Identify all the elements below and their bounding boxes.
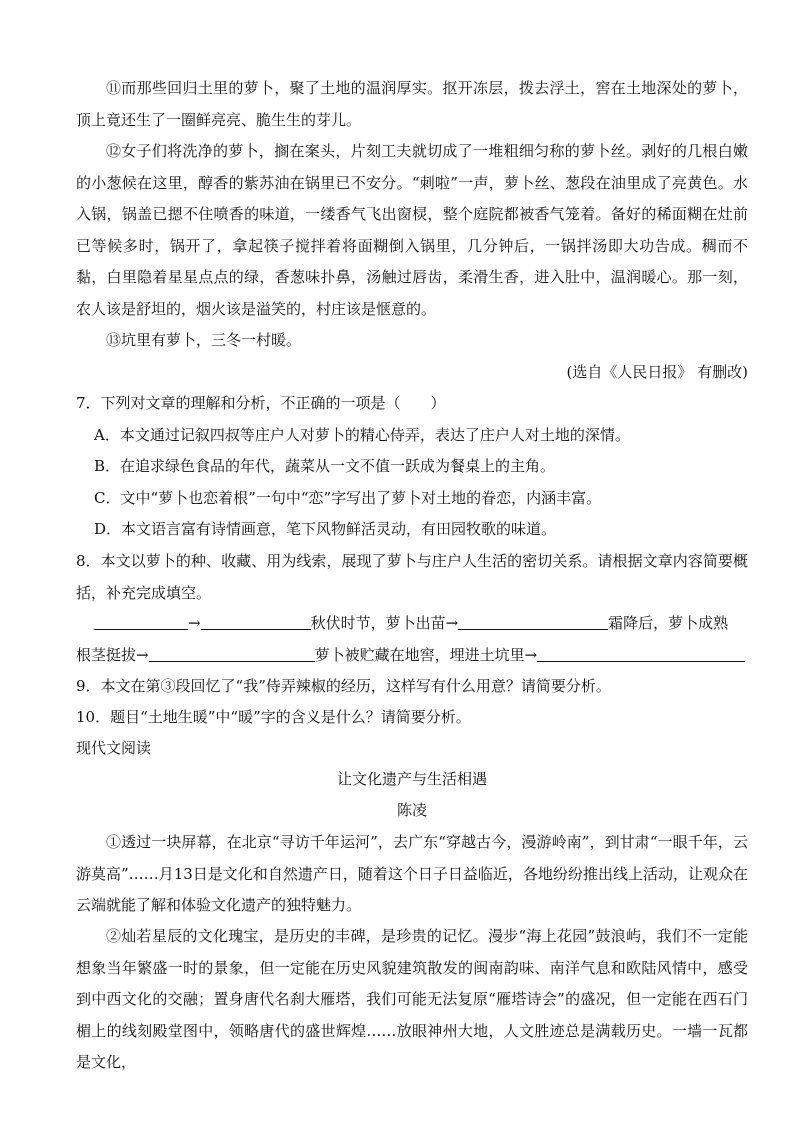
question-8: 8．本文以萝卜的种、收藏、用为线索，展现了萝卜与庄户人生活的密切关系。请根据文章内容简要概括，补充完成填空。 xyxy=(76,552,748,602)
answer-blank[interactable] xyxy=(149,647,315,662)
paragraph-12: ⑫女子们将洗净的萝卜，搁在案头，片刻工夫就切成了一堆粗细匀称的萝卜丝。剥好的几根白嫩的小葱候在这里，醇香的紫苏油在锅里已不安分。“刺啦”一声，萝卜丝、葱段在油里成了亮黄色。水入锅，锅盖已摁不住喷香的味道，一缕香气飞出窗棂，整个庭院都被香气笼着。备好的稀面糊在灶前已等候多时，锅开了，拿起筷子搅拌着将面糊倒入锅里，几分钟后，一锅拌汤即大功告成。稠而不黏，白里隐着星星点点的绿，香葱味扑鼻，汤触过唇齿，柔滑生香，进入肚中，温润暖心。那一刻，农人该是舒坦的，烟火该是溢笑的，村庄该是惬意的。 xyxy=(76,142,748,318)
article-title: 让文化遗产与生活相遇 xyxy=(336,770,487,788)
fill-text: 秋伏时节，萝卜出苗→ xyxy=(310,614,459,632)
option-d: D．本文语言富有诗情画意，笔下风物鲜活灵动，有田园牧歌的味道。 xyxy=(94,520,557,538)
question-10: 10．题目“土地生暖”中“暖”字的含义是什么？请简要分析。 xyxy=(76,708,471,726)
arrow: → xyxy=(188,614,201,632)
article-author: 陈凌 xyxy=(396,801,427,819)
answer-blank[interactable] xyxy=(94,615,188,630)
article-paragraph-1: ①透过一块屏幕，在北京“寻访千年运河”，去广东“穿越古今，漫游岭南”，到甘肃“一眼千年，云游莫高”……月13日是文化和自然遗产日，随着这个日子日益临近，各地纷纷推出线上活动，让观众在云端就能了解和体验文化遗产的独特魅力。 xyxy=(76,833,748,914)
article-paragraph-2: ②灿若星辰的文化瑰宝，是历史的丰碑，是珍贵的记忆。漫步“海上花园”鼓浪屿，我们不一定能想象当年繁盛一时的景象，但一定能在历史风貌建筑散发的闽南韵味、南洋气息和欧陆风情中，感受到中西文化的交融；置身唐代名刹大雁塔，我们可能无法复原“雁塔诗会”的盛况，但一定能在西石门楣上的线刻殿堂图中，领略唐代的盛世辉煌……放眼神州大地，人文胜迹总是满载历史。一墙一瓦都是文化， xyxy=(76,927,748,1071)
question-7: 7．下列对文章的理解和分析，不正确的一项是（ ） xyxy=(76,394,446,412)
fill-text: 萝卜被贮藏在地窖，埋进土坑里→ xyxy=(314,646,538,664)
fill-text: 霜降后，萝卜成熟 xyxy=(608,614,729,632)
fill-text: 根茎挺拔→ xyxy=(76,646,149,664)
paragraph-11: ⑪而那些回归土里的萝卜，聚了土地的温润厚实。抠开冻层，拨去浮土，窖在土地深处的萝卜，顶上竟还生了一圈鲜亮亮、脆生生的芽儿。 xyxy=(76,79,748,129)
answer-blank[interactable] xyxy=(458,615,608,630)
option-b: B．在追求绿色食品的年代，蔬菜从一文不值一跃成为餐桌上的主角。 xyxy=(94,457,556,475)
question-9: 9．本文在第③段回忆了“我”侍弄辣椒的经历，这样写有什么用意？请简要分析。 xyxy=(76,677,611,695)
fill-line-1 xyxy=(94,608,748,640)
option-a: A．本文通过记叙四叔等庄户人对萝卜的精心侍弄，表达了庄户人对土地的深情。 xyxy=(94,426,630,444)
source-note: (选自《人民日报》 有删改) xyxy=(566,363,748,381)
paragraph-13: ⑬坑里有萝卜，三冬一村暖。 xyxy=(106,331,302,349)
section-label: 现代文阅读 xyxy=(76,739,152,757)
fill-line-2 xyxy=(76,640,748,672)
option-c: C．文中“萝卜也恋着根”一句中“恋”字写出了萝卜对土地的眷恋，内涵丰富。 xyxy=(94,489,602,507)
answer-blank[interactable] xyxy=(537,647,745,662)
answer-blank[interactable] xyxy=(201,615,311,630)
